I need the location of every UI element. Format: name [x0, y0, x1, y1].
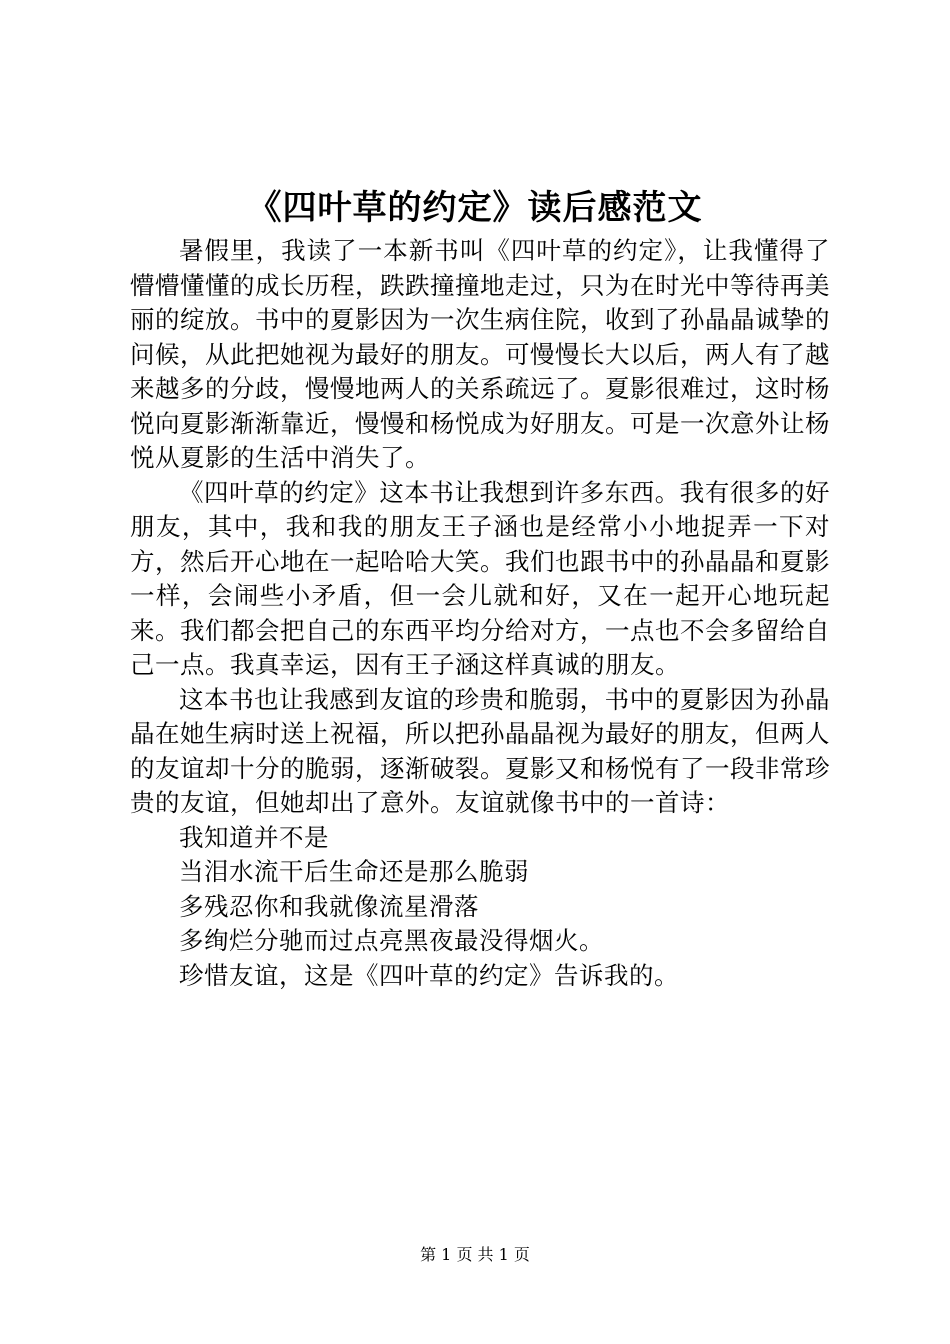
closing-line: 珍惜友谊，这是《四叶草的约定》告诉我的。: [179, 960, 679, 990]
poem-line: 我知道并不是: [179, 822, 329, 852]
document-title: 《四叶草的约定》读后感范文: [247, 188, 703, 228]
paragraph: 暑假里，我读了一本新书叫《四叶草的约定》，让我懂得了懵懵懂懂的成长历程，跌跌撞撞地走过，只为在时光中等待再美丽的绽放。书中的夏影因为一次生病住院，收到了孙晶晶诚挚的问候，从此把她视为最好的朋友。可慢慢长大以后，两人有了越来越多的分歧，慢慢地两人的关系疏远了。夏影很难过，这时杨悦向夏影渐渐靠近，慢慢和杨悦成为好朋友。可是一次意外让杨悦从夏影的生活中消失了。: [130, 236, 830, 472]
poem-line: 多绚烂分驰而过点亮黑夜最没得烟火。: [179, 926, 604, 955]
page-number-footer: 第 1 页 共 1 页: [420, 1245, 530, 1264]
poem-line: 当泪水流干后生命还是那么脆弱: [179, 857, 529, 886]
paragraph: 《四叶草的约定》这本书让我想到许多东西。我有很多的好朋友，其中，我和我的朋友王子涵也是经常小小地捉弄一下对方，然后开心地在一起哈哈大笑。我们也跟书中的孙晶晶和夏影一样，会闹些小矛盾，但一会儿就和好，又在一起开心地玩起来。我们都会把自己的东西平均分给对方，一点也不会多留给自己一点。我真幸运，因有王子涵这样真诚的朋友。: [130, 477, 830, 679]
poem-line: 多残忍你和我就像流星滑落: [179, 891, 479, 921]
paragraph: 这本书也让我感到友谊的珍贵和脆弱，书中的夏影因为孙晶晶在她生病时送上祝福，所以把孙晶晶视为最好的朋友，但两人的友谊却十分的脆弱，逐渐破裂。夏影又和杨悦有了一段非常珍贵的友谊，但她却出了意外。友谊就像书中的一首诗：: [130, 684, 830, 817]
document-body: [130, 234, 830, 993]
